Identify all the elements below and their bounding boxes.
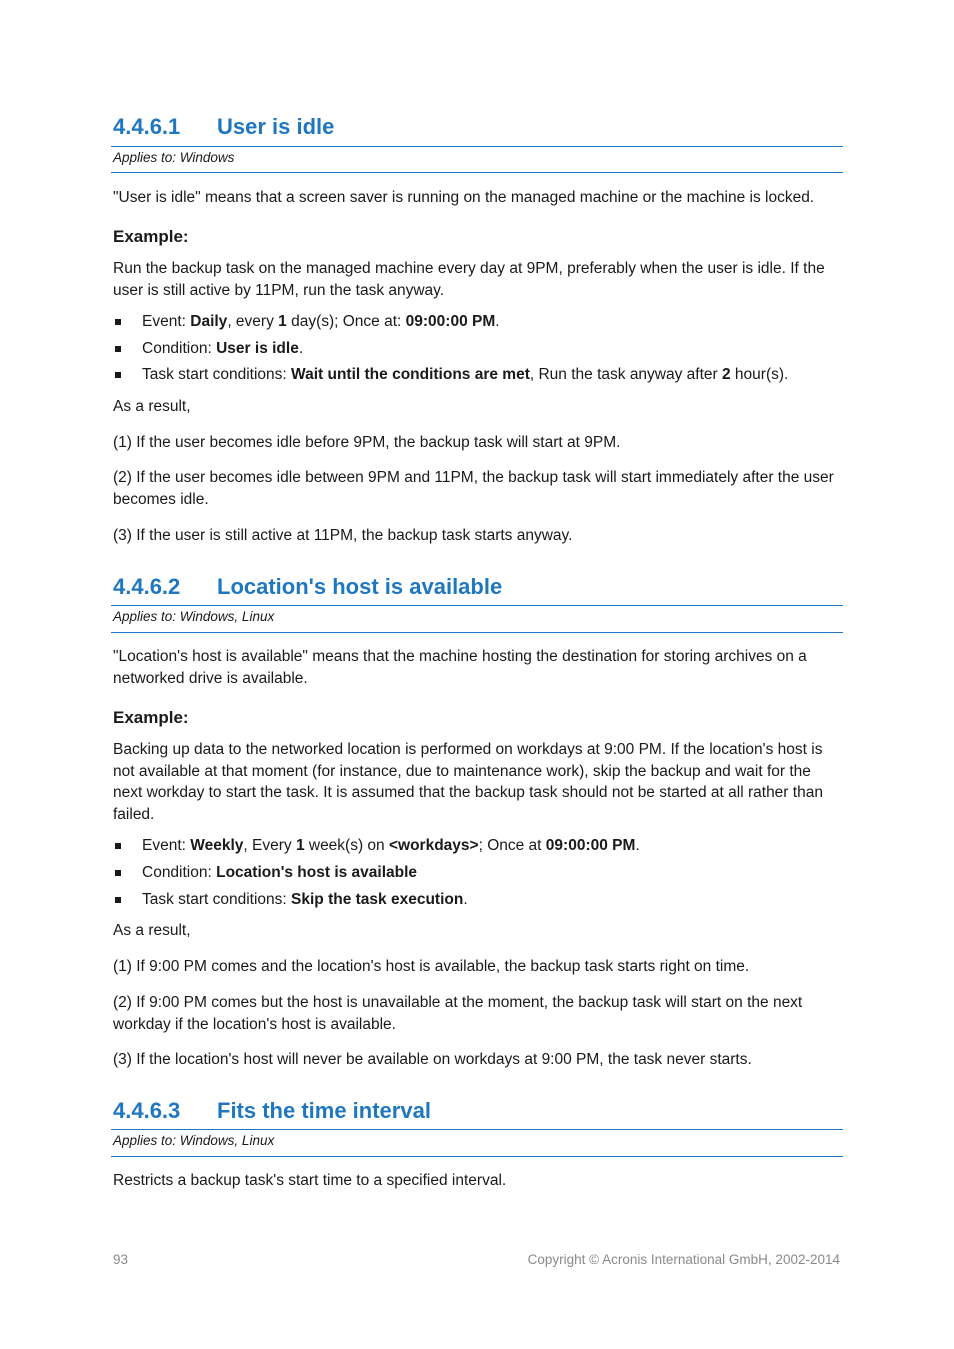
section-title: Location's host is available: [217, 574, 503, 599]
bullet-icon: [115, 897, 121, 903]
applies-rule: [111, 172, 843, 173]
result-paragraph: (3) If the location's host will never be available on workdays at 9:00 PM, the task never starts.: [113, 1051, 752, 1068]
section-heading-fits-time-interval: [113, 1098, 843, 1124]
result-paragraph: (2) If 9:00 PM comes but the host is unavailable at the moment, the backup task will start on the next workday if the location's host is available.: [113, 994, 803, 1033]
intro-paragraph: Restricts a backup task's start time to a specified interval.: [113, 1172, 507, 1189]
heading-rule: [111, 1129, 843, 1130]
section-title: Fits the time interval: [217, 1098, 431, 1123]
result-intro: As a result,: [113, 398, 191, 415]
example-paragraph: Run the backup task on the managed machine every day at 9PM, preferably when the user is idle. If the user is still active by 11PM, run the task anyway.: [113, 260, 825, 299]
section-number: 4.4.6.3: [113, 1098, 181, 1123]
example-paragraph: Backing up data to the networked location is performed on workdays at 9:00 PM. If the location's host is not available at that moment (for instance, due to maintenance work), skip the backup and wait for the next workday to start the task. It is assumed that the backup task should not be started at all rather than failed.: [113, 741, 823, 823]
example-heading: Example:: [113, 708, 189, 727]
bullet-icon: [115, 319, 121, 325]
bullet-icon: [115, 870, 121, 876]
applies-to: Applies to: Windows, Linux: [113, 1133, 275, 1148]
copyright-notice: Copyright © Acronis International GmbH, 2002-2014: [527, 1252, 840, 1267]
page-number: 93: [113, 1252, 129, 1267]
heading-rule: [111, 146, 843, 147]
result-intro: As a result,: [113, 922, 191, 939]
section-number: 4.4.6.1: [113, 114, 181, 139]
applies-to: Applies to: Windows: [113, 150, 235, 165]
section-heading-locations-host: [113, 574, 843, 600]
bullet-icon: [115, 372, 121, 378]
section-number: 4.4.6.2: [113, 574, 181, 599]
section-title: User is idle: [217, 114, 335, 139]
applies-rule: [111, 632, 843, 633]
heading-rule: [111, 605, 843, 606]
applies-to: Applies to: Windows, Linux: [113, 609, 275, 624]
result-paragraph: (3) If the user is still active at 11PM, the backup task starts anyway.: [113, 527, 573, 544]
example-heading: Example:: [113, 227, 189, 246]
result-paragraph: (1) If 9:00 PM comes and the location's host is available, the backup task starts right on time.: [113, 958, 750, 975]
section-heading-user-is-idle: [113, 114, 843, 140]
bullet-icon: [115, 843, 121, 849]
result-paragraph: (2) If the user becomes idle between 9PM and 11PM, the backup task will start immediately after the user becomes idle.: [113, 469, 834, 508]
applies-rule: [111, 1156, 843, 1157]
bullet-icon: [115, 346, 121, 352]
result-paragraph: (1) If the user becomes idle before 9PM, the backup task will start at 9PM.: [113, 434, 621, 451]
intro-paragraph: "User is idle" means that a screen saver is running on the managed machine or the machine is locked.: [113, 189, 815, 206]
intro-paragraph: "Location's host is available" means that the machine hosting the destination for storing archives on a networked drive is available.: [113, 648, 807, 687]
